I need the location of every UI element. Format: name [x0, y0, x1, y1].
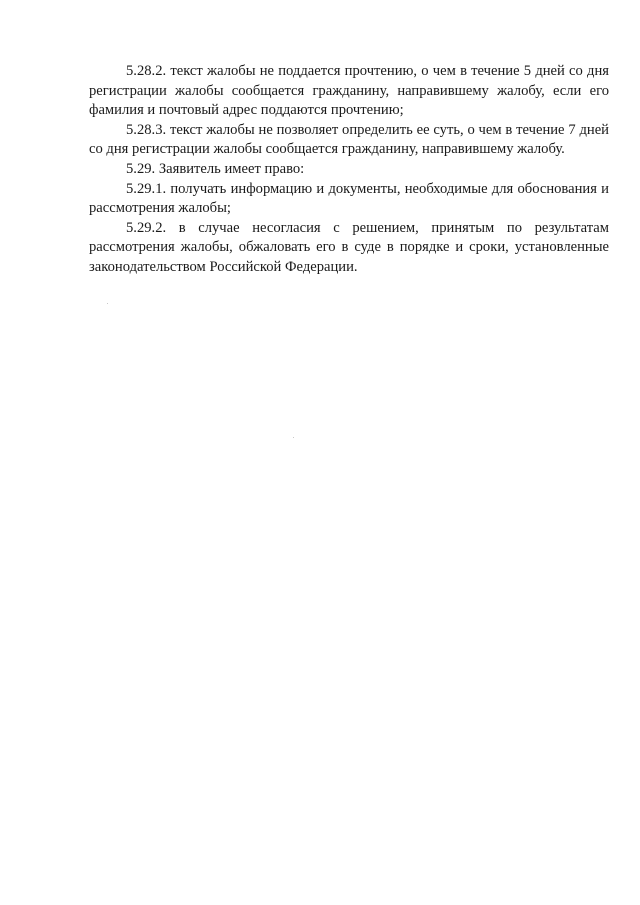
paragraph-5-29: 5.29. Заявитель имеет право: [126, 160, 305, 177]
paragraph-5-29-1: 5.29.1. получать информацию и документы, необходимые для обоснования и рассмотрения жалобы; [89, 180, 609, 217]
paragraph-5-28-3: 5.28.3. текст жалобы не позволяет определить ее суть, о чем в течение 7 дней со дня регистрации жалобы сообщается гражданину, направившему жалобу. [89, 121, 609, 158]
document-body [89, 62, 609, 278]
scan-speck [107, 303, 108, 304]
paragraph-5-28-2: 5.28.2. текст жалобы не поддается прочтению, о чем в течение 5 дней со дня регистрации жалобы сообщается гражданину, направившему жалобу, если его фамилия и почтовый адрес поддаются прочтению; [89, 63, 609, 119]
scan-speck [293, 437, 294, 438]
paragraph-5-29-2: 5.29.2. в случае несогласия с решением, принятым по результатам рассмотрения жалобы, обжаловать его в суде в порядке и сроки, установленные законодательством Российской Федерации. [89, 219, 609, 275]
